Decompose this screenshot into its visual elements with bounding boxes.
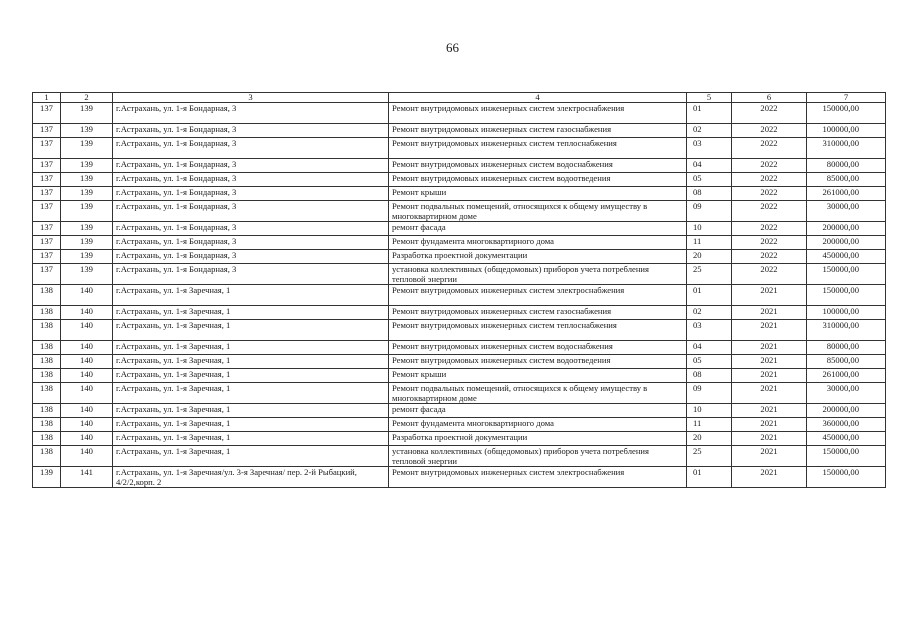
estimated-cost: 150000,00	[807, 467, 886, 488]
work-code: 20	[687, 432, 732, 446]
building-address: г.Астрахань, ул. 1-я Бондарная, 3	[113, 264, 389, 285]
work-type: Ремонт подвальных помещений, относящихся к общему имуществу в многоквартирном доме	[389, 383, 687, 404]
estimated-cost: 80000,00	[807, 159, 886, 173]
row-register-number: 139	[61, 264, 113, 285]
planned-year: 2021	[732, 320, 807, 341]
estimated-cost: 261000,00	[807, 187, 886, 201]
planned-year: 2022	[732, 103, 807, 124]
work-type: установка коллективных (общедомовых) приборов учета потребления тепловой энергии	[389, 264, 687, 285]
table-row	[33, 250, 886, 264]
row-register-number: 140	[61, 355, 113, 369]
planned-year: 2022	[732, 138, 807, 159]
row-sequence-number: 137	[33, 124, 61, 138]
table-row	[33, 236, 886, 250]
work-code: 05	[687, 173, 732, 187]
planned-year: 2022	[732, 201, 807, 222]
building-address: г.Астрахань, ул. 1-я Заречная, 1	[113, 320, 389, 341]
row-sequence-number: 137	[33, 222, 61, 236]
building-address: г.Астрахань, ул. 1-я Бондарная, 3	[113, 173, 389, 187]
work-code: 08	[687, 187, 732, 201]
row-sequence-number: 137	[33, 201, 61, 222]
row-sequence-number: 138	[33, 383, 61, 404]
work-type: ремонт фасада	[389, 222, 687, 236]
estimated-cost: 200000,00	[807, 404, 886, 418]
work-type: Ремонт внутридомовых инженерных систем электроснабжения	[389, 467, 687, 488]
planned-year: 2022	[732, 159, 807, 173]
row-register-number: 139	[61, 187, 113, 201]
estimated-cost: 261000,00	[807, 369, 886, 383]
table-row	[33, 418, 886, 432]
table-row	[33, 285, 886, 306]
row-sequence-number: 138	[33, 418, 61, 432]
building-address: г.Астрахань, ул. 1-я Заречная, 1	[113, 355, 389, 369]
planned-year: 2021	[732, 369, 807, 383]
estimated-cost: 310000,00	[807, 138, 886, 159]
row-sequence-number: 138	[33, 285, 61, 306]
table-row	[33, 103, 886, 124]
row-register-number: 140	[61, 446, 113, 467]
building-address: г.Астрахань, ул. 1-я Заречная, 1	[113, 341, 389, 355]
building-address: г.Астрахань, ул. 1-я Бондарная, 3	[113, 250, 389, 264]
work-type: Ремонт крыши	[389, 187, 687, 201]
column-header: 1	[33, 93, 61, 103]
row-sequence-number: 137	[33, 159, 61, 173]
planned-year: 2022	[732, 264, 807, 285]
work-code: 20	[687, 250, 732, 264]
work-code: 01	[687, 285, 732, 306]
row-register-number: 139	[61, 250, 113, 264]
building-address: г.Астрахань, ул. 1-я Заречная, 1	[113, 432, 389, 446]
table-row	[33, 306, 886, 320]
work-code: 02	[687, 124, 732, 138]
row-sequence-number: 137	[33, 187, 61, 201]
building-address: г.Астрахань, ул. 1-я Заречная, 1	[113, 418, 389, 432]
estimated-cost: 450000,00	[807, 432, 886, 446]
page-number: 66	[446, 40, 459, 55]
table-row	[33, 222, 886, 236]
work-type: Ремонт подвальных помещений, относящихся к общему имуществу в многоквартирном доме	[389, 201, 687, 222]
estimated-cost: 200000,00	[807, 222, 886, 236]
work-type: Ремонт внутридомовых инженерных систем электроснабжения	[389, 103, 687, 124]
work-code: 25	[687, 446, 732, 467]
table-row	[33, 383, 886, 404]
building-address: г.Астрахань, ул. 1-я Заречная, 1	[113, 369, 389, 383]
work-type: Ремонт внутридомовых инженерных систем теплоснабжения	[389, 320, 687, 341]
row-register-number: 141	[61, 467, 113, 488]
work-code: 10	[687, 404, 732, 418]
row-register-number: 140	[61, 432, 113, 446]
work-code: 05	[687, 355, 732, 369]
row-register-number: 140	[61, 369, 113, 383]
row-sequence-number: 137	[33, 173, 61, 187]
planned-year: 2021	[732, 404, 807, 418]
row-sequence-number: 137	[33, 138, 61, 159]
planned-year: 2021	[732, 341, 807, 355]
work-code: 08	[687, 369, 732, 383]
planned-year: 2021	[732, 306, 807, 320]
planned-year: 2022	[732, 187, 807, 201]
table-row	[33, 320, 886, 341]
estimated-cost: 200000,00	[807, 236, 886, 250]
row-register-number: 140	[61, 404, 113, 418]
table-row	[33, 264, 886, 285]
column-header: 6	[732, 93, 807, 103]
building-address: г.Астрахань, ул. 1-я Бондарная, 3	[113, 124, 389, 138]
table-row	[33, 369, 886, 383]
building-address: г.Астрахань, ул. 1-я Заречная, 1	[113, 306, 389, 320]
estimated-cost: 150000,00	[807, 446, 886, 467]
work-type: Ремонт внутридомовых инженерных систем газоснабжения	[389, 124, 687, 138]
row-register-number: 140	[61, 306, 113, 320]
work-type: Ремонт внутридомовых инженерных систем газоснабжения	[389, 306, 687, 320]
work-type: установка коллективных (общедомовых) приборов учета потребления тепловой энергии	[389, 446, 687, 467]
building-address: г.Астрахань, ул. 1-я Заречная, 1	[113, 383, 389, 404]
row-sequence-number: 138	[33, 355, 61, 369]
estimated-cost: 85000,00	[807, 173, 886, 187]
table-row	[33, 432, 886, 446]
row-sequence-number: 138	[33, 320, 61, 341]
row-register-number: 140	[61, 383, 113, 404]
building-address: г.Астрахань, ул. 1-я Заречная, 1	[113, 285, 389, 306]
estimated-cost: 100000,00	[807, 124, 886, 138]
estimated-cost: 85000,00	[807, 355, 886, 369]
building-address: г.Астрахань, ул. 1-я Бондарная, 3	[113, 138, 389, 159]
column-header: 7	[807, 93, 886, 103]
building-address: г.Астрахань, ул. 1-я Бондарная, 3	[113, 222, 389, 236]
table-row	[33, 187, 886, 201]
work-code: 04	[687, 341, 732, 355]
building-address: г.Астрахань, ул. 1-я Заречная/ул. 3-я Заречная/ пер. 2-й Рыбацкий, 4/2/2,корп. 2	[113, 467, 389, 488]
table-row	[33, 138, 886, 159]
column-number-header-row	[33, 93, 886, 103]
work-code: 03	[687, 320, 732, 341]
table-row	[33, 124, 886, 138]
row-sequence-number: 137	[33, 264, 61, 285]
estimated-cost: 150000,00	[807, 103, 886, 124]
building-address: г.Астрахань, ул. 1-я Заречная, 1	[113, 404, 389, 418]
work-type: Разработка проектной документации	[389, 250, 687, 264]
estimated-cost: 150000,00	[807, 285, 886, 306]
work-type: Ремонт крыши	[389, 369, 687, 383]
planned-year: 2022	[732, 222, 807, 236]
building-address: г.Астрахань, ул. 1-я Бондарная, 3	[113, 201, 389, 222]
work-code: 09	[687, 383, 732, 404]
work-type: Ремонт внутридомовых инженерных систем теплоснабжения	[389, 138, 687, 159]
work-code: 11	[687, 418, 732, 432]
work-type: Ремонт фундамента многоквартирного дома	[389, 418, 687, 432]
row-sequence-number: 138	[33, 369, 61, 383]
row-sequence-number: 139	[33, 467, 61, 488]
planned-year: 2022	[732, 236, 807, 250]
estimated-cost: 30000,00	[807, 201, 886, 222]
row-register-number: 139	[61, 201, 113, 222]
planned-year: 2021	[732, 355, 807, 369]
building-address: г.Астрахань, ул. 1-я Бондарная, 3	[113, 103, 389, 124]
column-header: 3	[113, 93, 389, 103]
table-row	[33, 173, 886, 187]
row-sequence-number: 138	[33, 432, 61, 446]
table-row	[33, 404, 886, 418]
work-code: 04	[687, 159, 732, 173]
work-code: 01	[687, 103, 732, 124]
work-code: 02	[687, 306, 732, 320]
work-type: Разработка проектной документации	[389, 432, 687, 446]
work-type: ремонт фасада	[389, 404, 687, 418]
column-header: 5	[687, 93, 732, 103]
building-address: г.Астрахань, ул. 1-я Бондарная, 3	[113, 187, 389, 201]
table-row	[33, 159, 886, 173]
planned-year: 2022	[732, 173, 807, 187]
row-sequence-number: 137	[33, 236, 61, 250]
planned-year: 2021	[732, 446, 807, 467]
work-type: Ремонт фундамента многоквартирного дома	[389, 236, 687, 250]
table-row	[33, 201, 886, 222]
column-header: 2	[61, 93, 113, 103]
table-row	[33, 341, 886, 355]
estimated-cost: 80000,00	[807, 341, 886, 355]
estimated-cost: 310000,00	[807, 320, 886, 341]
work-type: Ремонт внутридомовых инженерных систем водоотведения	[389, 173, 687, 187]
planned-year: 2021	[732, 467, 807, 488]
row-register-number: 139	[61, 222, 113, 236]
work-type: Ремонт внутридомовых инженерных систем электроснабжения	[389, 285, 687, 306]
work-type: Ремонт внутридомовых инженерных систем водоотведения	[389, 355, 687, 369]
row-register-number: 139	[61, 103, 113, 124]
row-sequence-number: 137	[33, 250, 61, 264]
work-code: 09	[687, 201, 732, 222]
row-register-number: 139	[61, 124, 113, 138]
building-address: г.Астрахань, ул. 1-я Заречная, 1	[113, 446, 389, 467]
work-type: Ремонт внутридомовых инженерных систем водоснабжения	[389, 159, 687, 173]
work-code: 11	[687, 236, 732, 250]
estimated-cost: 450000,00	[807, 250, 886, 264]
row-register-number: 139	[61, 159, 113, 173]
row-register-number: 140	[61, 285, 113, 306]
planned-year: 2021	[732, 432, 807, 446]
planned-year: 2021	[732, 383, 807, 404]
planned-year: 2022	[732, 124, 807, 138]
estimated-cost: 360000,00	[807, 418, 886, 432]
column-header: 4	[389, 93, 687, 103]
work-code: 03	[687, 138, 732, 159]
work-code: 25	[687, 264, 732, 285]
row-register-number: 139	[61, 173, 113, 187]
repair-schedule-table	[32, 92, 886, 488]
row-sequence-number: 138	[33, 341, 61, 355]
work-code: 10	[687, 222, 732, 236]
row-sequence-number: 138	[33, 446, 61, 467]
building-address: г.Астрахань, ул. 1-я Бондарная, 3	[113, 236, 389, 250]
estimated-cost: 150000,00	[807, 264, 886, 285]
planned-year: 2022	[732, 250, 807, 264]
planned-year: 2021	[732, 285, 807, 306]
estimated-cost: 30000,00	[807, 383, 886, 404]
table-row	[33, 467, 886, 488]
row-register-number: 140	[61, 320, 113, 341]
table-row	[33, 355, 886, 369]
row-register-number: 140	[61, 341, 113, 355]
row-sequence-number: 137	[33, 103, 61, 124]
work-code: 01	[687, 467, 732, 488]
building-address: г.Астрахань, ул. 1-я Бондарная, 3	[113, 159, 389, 173]
table-row	[33, 446, 886, 467]
work-type: Ремонт внутридомовых инженерных систем водоснабжения	[389, 341, 687, 355]
planned-year: 2021	[732, 418, 807, 432]
row-register-number: 140	[61, 418, 113, 432]
row-sequence-number: 138	[33, 404, 61, 418]
row-register-number: 139	[61, 236, 113, 250]
estimated-cost: 100000,00	[807, 306, 886, 320]
row-register-number: 139	[61, 138, 113, 159]
row-sequence-number: 138	[33, 306, 61, 320]
